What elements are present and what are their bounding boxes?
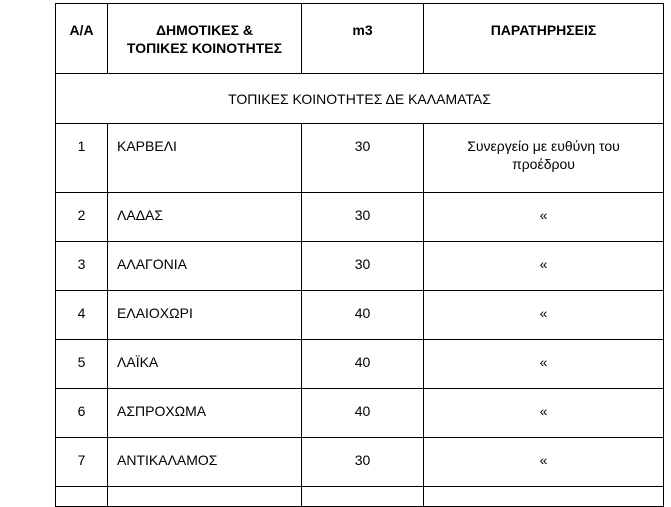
- header-aa: Α/Α: [56, 4, 108, 74]
- table-row: [56, 193, 664, 242]
- volume-m3: 40: [302, 291, 424, 340]
- volume-m3: 40: [302, 389, 424, 438]
- community-name: ΑΝΤΙΚΑΛΑΜΟΣ: [108, 438, 302, 487]
- notes-cell: «: [424, 438, 664, 487]
- municipalities-table: [55, 3, 664, 507]
- row-number: 4: [56, 291, 108, 340]
- section-row: [56, 74, 664, 124]
- row-number: [56, 487, 108, 507]
- header-row: [56, 4, 664, 74]
- table-row-partial: [56, 487, 664, 507]
- row-number: 5: [56, 340, 108, 389]
- header-municipality-line2: ΤΟΠΙΚΕΣ ΚΟΙΝΟΤΗΤΕΣ: [126, 40, 283, 56]
- header-m3: m3: [302, 4, 424, 74]
- community-name: ΑΣΠΡΟΧΩΜΑ: [108, 389, 302, 438]
- volume-m3: 30: [302, 124, 424, 193]
- community-name: [108, 487, 302, 507]
- community-name: ΛΑΪΚΑ: [108, 340, 302, 389]
- row-number: 7: [56, 438, 108, 487]
- header-notes: ΠΑΡΑΤΗΡΗΣΕΙΣ: [424, 4, 664, 74]
- volume-m3: 30: [302, 438, 424, 487]
- row-number: 6: [56, 389, 108, 438]
- community-name: ΑΛΑΓΟΝΙΑ: [108, 242, 302, 291]
- row-number: 2: [56, 193, 108, 242]
- table-row: [56, 389, 664, 438]
- table-row: [56, 438, 664, 487]
- volume-m3: [302, 487, 424, 507]
- notes-line1: Συνεργείο με ευθύνη του: [467, 138, 620, 154]
- notes-line2: προέδρου: [512, 156, 575, 172]
- community-name: ΕΛΑΙΟΧΩΡΙ: [108, 291, 302, 340]
- notes-cell: [424, 124, 664, 193]
- table-row: [56, 340, 664, 389]
- community-name: ΚΑΡΒΕΛΙ: [108, 124, 302, 193]
- community-name: ΛΑΔΑΣ: [108, 193, 302, 242]
- volume-m3: 40: [302, 340, 424, 389]
- row-number: 3: [56, 242, 108, 291]
- header-municipality: [108, 4, 302, 74]
- page-edge: [664, 0, 671, 491]
- notes-cell: «: [424, 242, 664, 291]
- notes-cell: «: [424, 193, 664, 242]
- row-number: 1: [56, 124, 108, 193]
- volume-m3: 30: [302, 193, 424, 242]
- table-row: [56, 242, 664, 291]
- notes-cell: «: [424, 340, 664, 389]
- notes-cell: «: [424, 389, 664, 438]
- notes-cell: «: [424, 291, 664, 340]
- volume-m3: 30: [302, 242, 424, 291]
- header-municipality-line1: ΔΗΜΟΤΙΚΕΣ &: [155, 22, 253, 38]
- table-row: [56, 124, 664, 193]
- table-row: [56, 291, 664, 340]
- notes-cell: [424, 487, 664, 507]
- section-title: ΤΟΠΙΚΕΣ ΚΟΙΝΟΤΗΤΕΣ ΔΕ ΚΑΛΑΜΑΤΑΣ: [56, 74, 664, 124]
